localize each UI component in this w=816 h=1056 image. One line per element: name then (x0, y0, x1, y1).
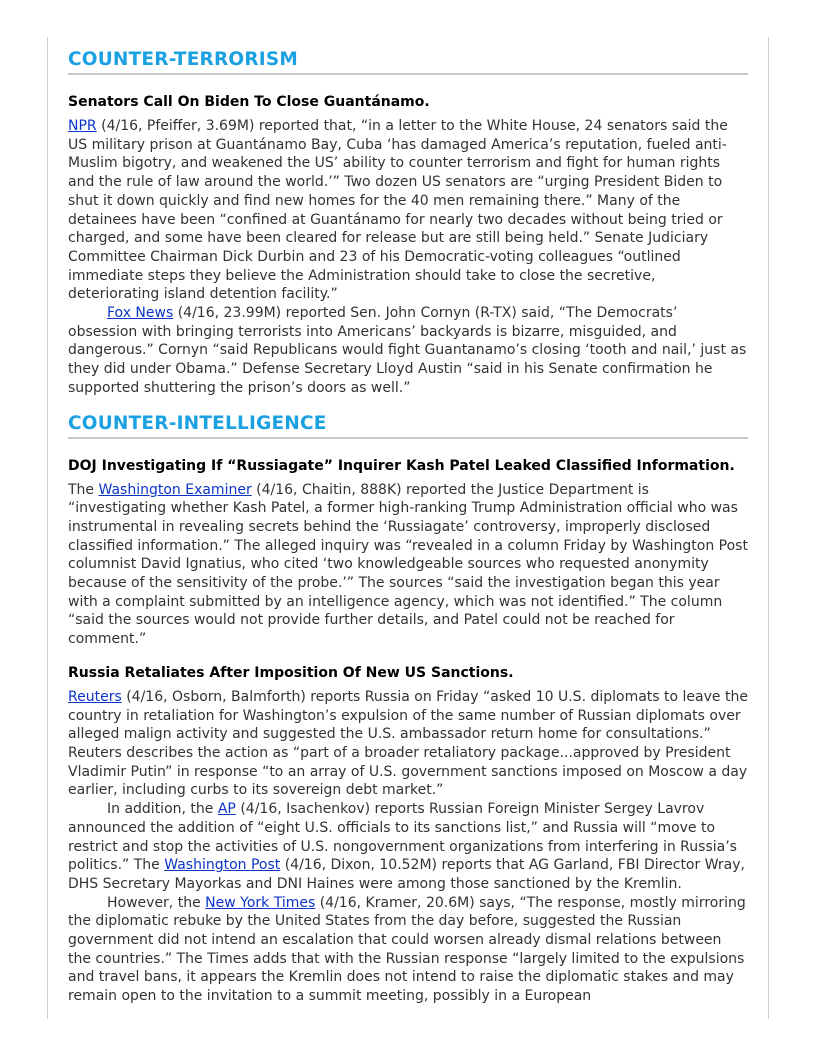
story-paragraph (68, 481, 748, 649)
paragraph-text: (4/16, Pfeiffer, 3.69M) reported that, “in a letter to the White House, 24 senators said the US military prison at Guantánamo Bay, Cuba ‘has damaged America’s reputation, fueled anti-Muslim bigotry, and weakened the US’ ability to counter terrorism and fight for human rights and the rule of law around the world.’” Two dozen US senators are “urging President Biden to shut it down quickly and find new homes for the 40 men remaining there.” Many of the detainees have been “confined at Guantánamo for nearly two decades without being tried or charged, and some have been cleared for release but are still being held.” Senate Judiciary Committee Chairman Dick Durbin and 23 of his Democratic-voting colleagues “outlined immediate steps they believe the Administration should take to close the secretive, deteriorating island detention facility.” (68, 118, 728, 303)
paragraph-lead: The (68, 481, 99, 498)
story-paragraph (68, 688, 748, 800)
paragraph-text: (4/16, Kramer, 20.6M) says, “The response, mostly mirroring the diplomatic rebuke by the United States from the day before, suggested the Russian government did not intend an escalation that could worsen already dismal relations between the countries.” The Times adds that with the Russian response “largely limited to the expulsions and travel bans, it appears the Kremlin does not intend to raise the diplomatic stakes and may remain open to the invitation to a summit meeting, possibly in a European (68, 894, 746, 1005)
source-link-fox-news[interactable]: Fox News (107, 305, 174, 322)
paragraph-text: (4/16, Chaitin, 888K) reported the Justice Department is “investigating whether Kash Patel, a former high-ranking Trump Administration official who was instrumental in revealing secrets behind the ‘Russiagate’ controversy, improperly disclosed classified information.” The alleged inquiry was “revealed in a column Friday by Washington Post columnist David Ignatius, who cited ‘two knowledgeable sources who requested anonymity because of the sensitivity of the probe.’” The sources “said the investigation began this year with a complaint submitted by an intelligence agency, which was not identified.” The column “said the sources would not provide further details, and Patel could not be reached for comment.” (68, 481, 748, 648)
story-paragraph (68, 800, 748, 894)
section-title-counter-intelligence: COUNTER-INTELLIGENCE (68, 412, 748, 439)
source-link-npr[interactable]: NPR (68, 118, 97, 134)
source-link-washington-post[interactable]: Washington Post (164, 857, 281, 874)
newsletter-page (68, 48, 748, 1006)
source-link-reuters[interactable]: Reuters (68, 688, 122, 705)
paragraph-lead: However, the (107, 894, 206, 911)
section-title-counter-terrorism: COUNTER-TERRORISM (68, 48, 748, 75)
story-headline: DOJ Investigating If “Russiagate” Inquirer Kash Patel Leaked Classified Information. (68, 457, 735, 474)
story-paragraph (68, 894, 748, 1006)
paragraph-text: (4/16, Isachenkov) reports Russian Foreign Minister Sergey Lavrov announced the addition of “eight U.S. officials to its sanctions list,” and Russia will “move to restrict and stop the activities of U.S. nongovernment organizations from interfering in Russia’s politics.” The (68, 801, 737, 874)
source-link-washington-examiner[interactable]: Washington Examiner (98, 481, 252, 498)
story-guantanamo (68, 93, 748, 398)
source-link-ap[interactable]: AP (217, 801, 236, 818)
story-russia-retaliates (68, 664, 748, 1006)
story-headline: Senators Call On Biden To Close Guantánamo. (68, 94, 430, 110)
story-paragraph (68, 117, 748, 304)
story-headline: Russia Retaliates After Imposition Of New US Sanctions. (68, 664, 514, 681)
source-link-new-york-times[interactable]: New York Times (205, 894, 316, 911)
page-right-border (768, 37, 769, 1019)
paragraph-lead: In addition, the (107, 801, 218, 818)
paragraph-text: (4/16, Dixon, 10.52M) reports that AG Garland, FBI Director Wray, DHS Secretary Mayorkas and DNI Haines were among those sanctioned by the Kremlin. (68, 857, 745, 892)
paragraph-text: (4/16, 23.99M) reported Sen. John Cornyn (R-TX) said, “The Democrats’ obsession with bringing terrorists into Americans’ backyards is bizarre, misguided, and dangerous.” Cornyn “said Republicans would fight Guantanamo’s closing ‘tooth and nail,’ just as they did under Obama.” Defense Secretary Lloyd Austin “said in his Senate confirmation he supported shuttering the prison’s doors as well.” (68, 305, 747, 396)
page-left-border (47, 37, 48, 1019)
paragraph-text: (4/16, Osborn, Balmforth) reports Russia on Friday “asked 10 U.S. diplomats to leave the country in retaliation for Washington’s expulsion of the same number of Russian diplomats over alleged malign activity and suggested the U.S. ambassador return home for consultations.” Reuters describes the action as “part of a broader retaliatory package...approved by President Vladimir Putin” in response “to an array of U.S. government sanctions imposed on Moscow a day earlier, including curbs to its sovereign debt market.” (68, 688, 748, 799)
story-paragraph (68, 304, 748, 398)
story-kash-patel (68, 457, 748, 649)
